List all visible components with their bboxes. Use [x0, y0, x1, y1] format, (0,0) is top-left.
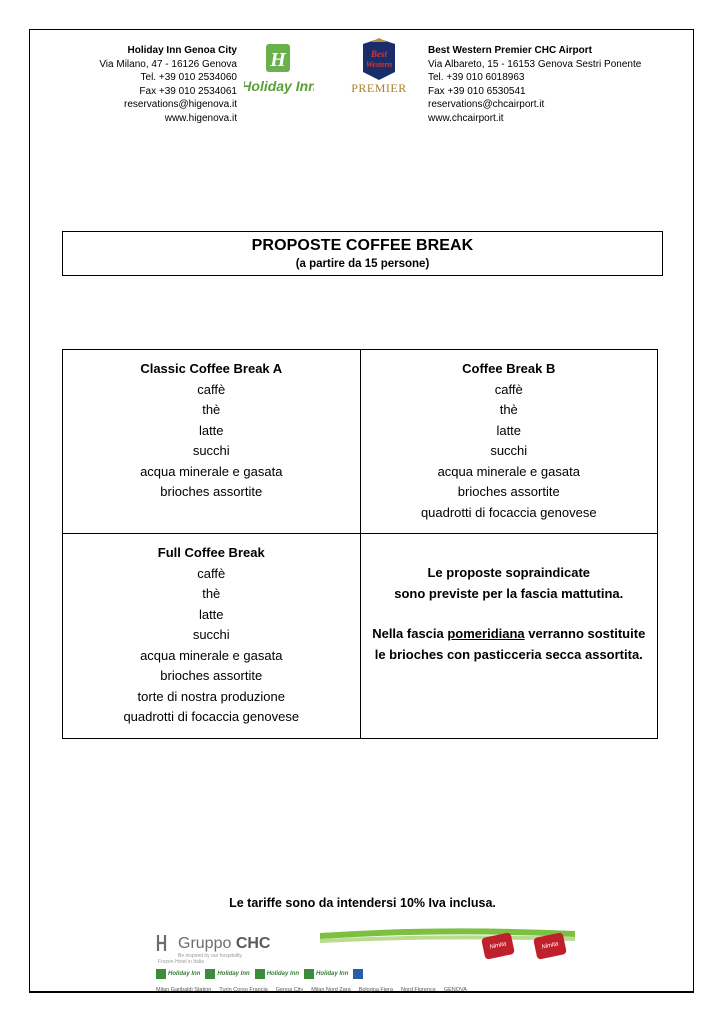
city-label: Turin Corso Francia: [219, 987, 268, 993]
city-label: Milan Garibaldi Station: [156, 987, 212, 993]
menu-item: latte: [496, 422, 522, 438]
menu-item: thè: [202, 402, 221, 417]
menu-note: [360, 534, 658, 739]
gruppo-chc-banner: [150, 925, 575, 995]
menu-item: succhi: [192, 627, 230, 642]
holiday-inn-logo: [244, 42, 314, 98]
spacer: [362, 604, 657, 624]
hotel-email[interactable]: reservations@chcairport.it: [428, 99, 545, 111]
svg-text:H: H: [270, 49, 286, 71]
group-name-light: Gruppo: [178, 935, 236, 952]
group-name-bold: CHC: [235, 935, 271, 952]
best-western-premier-logo: [345, 38, 413, 100]
nimita-badge: Nimita: [481, 932, 515, 960]
menu-full: [63, 534, 361, 739]
hotel-name: Best Western Premier CHC Airport: [428, 45, 592, 56]
hotel-address: Via Milano, 47 - 16126 Genova: [99, 58, 237, 70]
menu-title: Classic Coffee Break A: [140, 361, 283, 376]
hotel-fax: Fax +39 010 6530541: [428, 85, 526, 97]
hotel-name: Holiday Inn Genoa City: [127, 45, 237, 56]
hotel-tel: Tel. +39 010 2534060: [140, 72, 237, 84]
nimita-badge: Nimita: [533, 932, 567, 960]
menu-item: caffè: [197, 381, 226, 397]
city-label: Bologna Fiera: [358, 987, 393, 993]
menu-item: torte di nostra produzione: [137, 688, 285, 704]
note-underlined-word: pomeridiana: [447, 626, 525, 641]
hotel-fax: Fax +39 010 2534061: [139, 85, 237, 97]
menu-item: quadrotti di focaccia genovese: [420, 504, 597, 520]
svg-text:PREMIER: PREMIER: [351, 81, 407, 95]
menu-item: thè: [202, 586, 221, 601]
holiday-inn-express-mini-logo: [353, 967, 363, 981]
menu-item: brioches assortite: [457, 484, 560, 499]
table-row: [63, 534, 658, 739]
svg-text:Best: Best: [370, 49, 388, 59]
city-list: [156, 987, 575, 993]
group-tagline: Be inspired by our hospitality: [178, 953, 242, 959]
hotel-website[interactable]: www.higenova.it: [164, 112, 237, 124]
city-label: Genoa City: [275, 987, 304, 993]
note-line: Le proposte sopraindicate: [427, 565, 591, 580]
holiday-inn-contact-block: [60, 44, 237, 126]
menu-item: succhi: [490, 443, 528, 458]
chc-mark-icon: [154, 933, 170, 953]
menu-item: caffè: [494, 381, 523, 397]
city-label: GENOVA: [443, 987, 467, 993]
coffee-break-table: [62, 349, 658, 739]
city-label: Milan Nord Zara: [311, 987, 351, 993]
holiday-inn-mini-logo: Holiday Inn: [205, 967, 249, 981]
menu-title: Coffee Break B: [462, 361, 556, 376]
best-western-contact-block: [428, 44, 678, 126]
title-box: [62, 231, 663, 276]
menu-title: Full Coffee Break: [157, 545, 265, 560]
menu-item: acqua minerale e gasata: [140, 463, 283, 479]
hotel-logo-row: [156, 967, 575, 981]
table-row: [63, 350, 658, 534]
svg-text:Western: Western: [365, 60, 393, 69]
svg-text:Holiday Inn: Holiday Inn: [244, 78, 314, 94]
page-title: PROPOSTE COFFEE BREAK: [251, 237, 474, 254]
menu-item: thè: [499, 402, 518, 417]
city-label: Nord Florence: [400, 987, 436, 993]
menu-classic-a: [63, 350, 361, 534]
hotel-tel: Tel. +39 010 6018963: [428, 72, 525, 84]
note-line: [362, 624, 657, 645]
menu-b: [360, 350, 658, 534]
hotel-address: Via Albareto, 15 - 16153 Genova Sestri Ponente: [428, 58, 642, 70]
page-subtitle: (a partire da 15 persone): [295, 258, 430, 270]
note-text: verranno sostituite: [524, 626, 646, 641]
note-line: sono previste per la fascia mattutina.: [394, 585, 624, 601]
holiday-inn-mini-logo: Holiday Inn: [304, 967, 348, 981]
holiday-inn-mini-logo: Holiday Inn: [156, 967, 200, 981]
vat-note: Le tariffe sono da intendersi 10% Iva inclusa.: [229, 896, 496, 910]
hotel-email[interactable]: reservations@higenova.it: [124, 99, 237, 111]
menu-item: acqua minerale e gasata: [437, 463, 580, 479]
menu-item: caffè: [197, 565, 226, 581]
group-subtitle: Frozen Hotel in Italia: [158, 959, 204, 965]
menu-item: brioches assortite: [160, 484, 263, 499]
holiday-inn-mini-logo: Holiday Inn: [255, 967, 299, 981]
menu-item: succhi: [192, 443, 230, 458]
group-name: [178, 935, 270, 953]
menu-item: latte: [198, 422, 224, 438]
menu-item: quadrotti di focaccia genovese: [123, 709, 300, 724]
note-text: Nella fascia: [372, 626, 448, 641]
hotel-website[interactable]: www.chcairport.it: [428, 112, 504, 124]
note-line: le brioches con pasticceria secca assortita.: [374, 646, 643, 662]
menu-item: latte: [198, 606, 224, 622]
menu-item: brioches assortite: [160, 668, 263, 683]
note-block: [362, 543, 657, 665]
menu-item: acqua minerale e gasata: [140, 647, 283, 663]
